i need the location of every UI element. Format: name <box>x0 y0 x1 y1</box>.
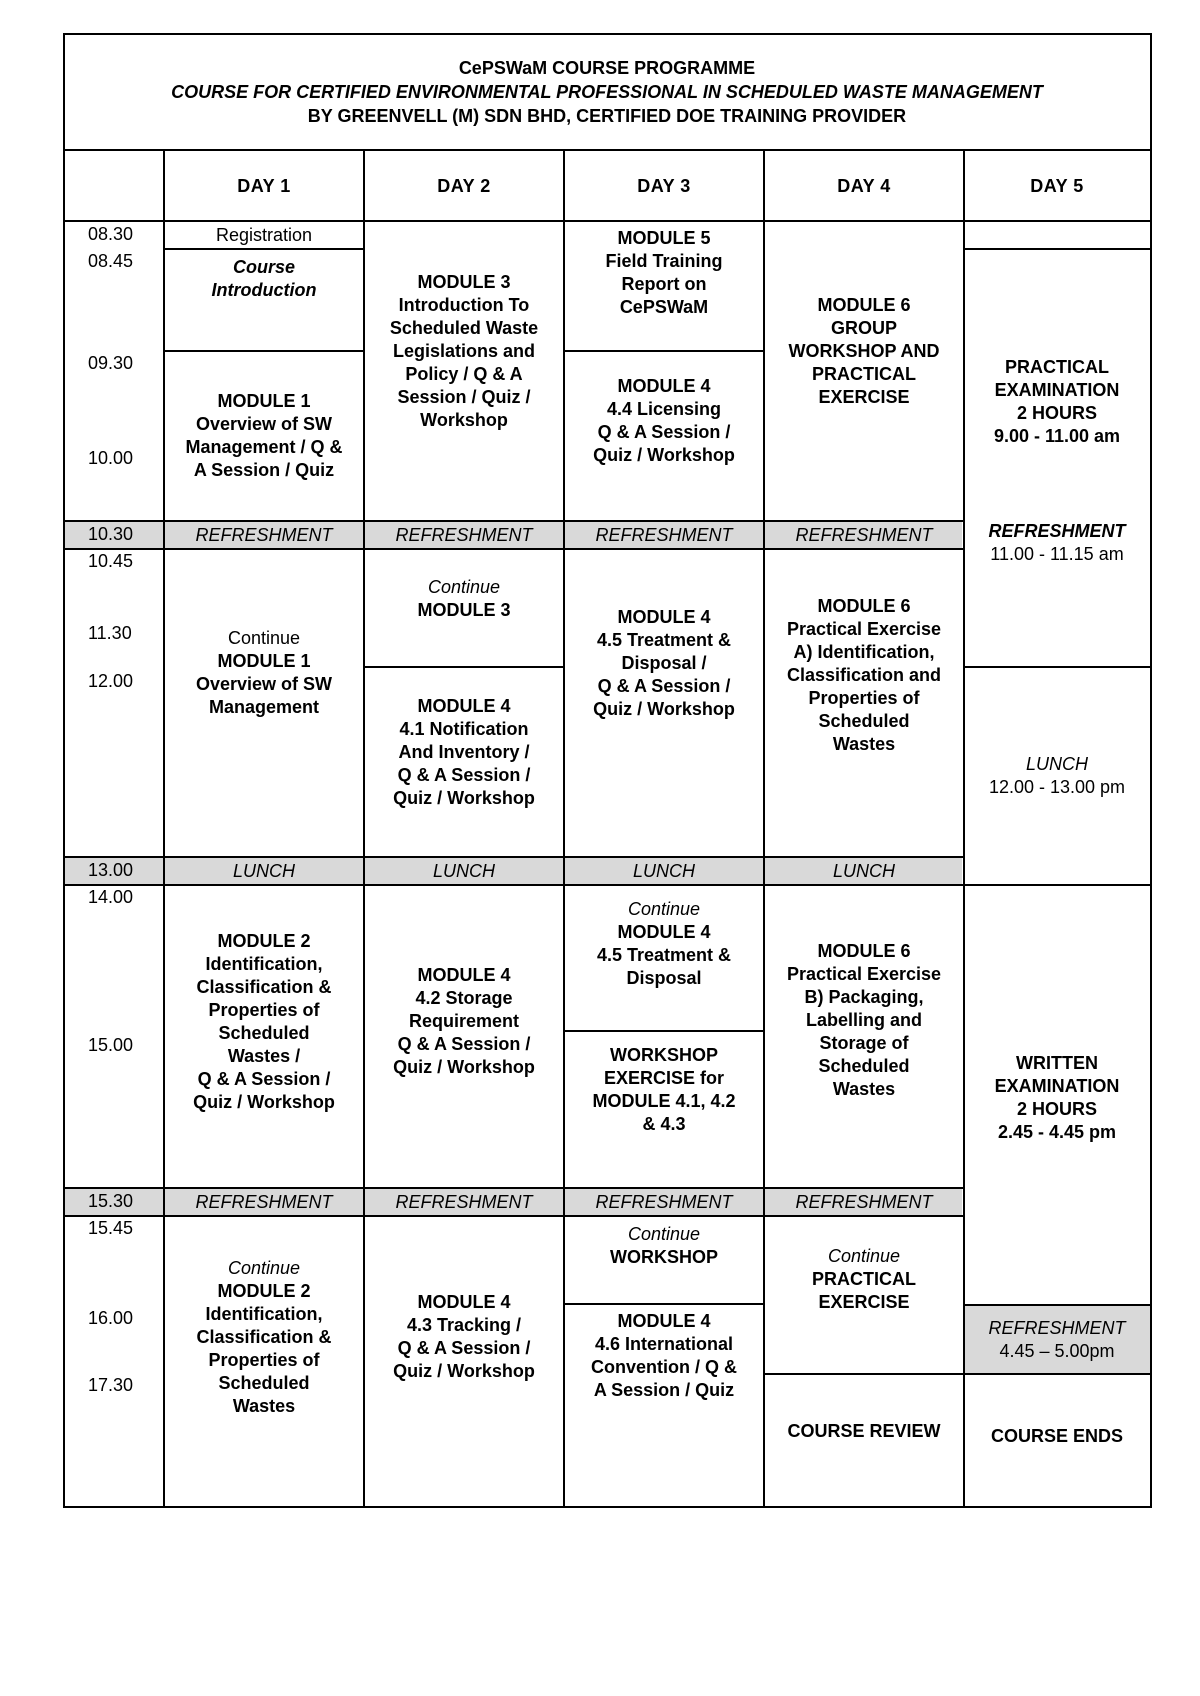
programme-subtitle: COURSE FOR CERTIFIED ENVIRONMENTAL PROFESSIONAL IN SCHEDULED WASTE MANAGEMENT <box>171 82 1043 102</box>
day2-module3: MODULE 3 Introduction To Scheduled Waste Legislations and Policy / Q & A Session / Quiz / Workshop <box>389 271 539 430</box>
time-label: 15.45 <box>88 1218 134 1238</box>
table-border-right <box>1150 33 1152 1508</box>
row-rule <box>63 884 1152 886</box>
time-label: 17.30 <box>88 1375 134 1395</box>
day5-lunch: LUNCH 12.00 - 13.00 pm <box>988 754 1126 797</box>
programme-title: CePSWaM COURSE PROGRAMME <box>458 58 756 78</box>
programme-header <box>64 34 1150 150</box>
refreshment-label: REFRESHMENT <box>795 1191 933 1212</box>
day4-module6-practical-a: MODULE 6 Practical Exercise A) Identification, Classification and Properties of Scheduled Wastes <box>786 596 942 754</box>
time-label: 16.00 <box>88 1308 134 1328</box>
time-label: 12.00 <box>88 671 134 691</box>
cell-rule <box>563 350 765 352</box>
day-header-2: DAY 2 <box>437 175 491 196</box>
lunch-label: LUNCH <box>832 860 895 881</box>
day1-module1: MODULE 1 Overview of SW Management / Q & A Session / Quiz <box>185 391 343 480</box>
day2-module4-2: MODULE 4 4.2 Storage Requirement Q & A Session / Quiz / Workshop <box>393 965 535 1077</box>
row-rule <box>63 856 963 858</box>
time-label: 13.00 <box>88 860 134 880</box>
day5-refreshment: REFRESHMENT 11.00 - 11.15 am <box>988 521 1126 564</box>
day4-course-review: COURSE REVIEW <box>787 1420 941 1441</box>
refreshment-label: REFRESHMENT <box>595 524 733 545</box>
col-sep <box>363 149 365 1508</box>
time-label: 09.30 <box>88 353 134 373</box>
day5-practical-examination: PRACTICAL EXAMINATION 2 HOURS 9.00 - 11.00 am <box>993 357 1121 446</box>
cell-rule <box>763 1373 965 1375</box>
time-label: 10.30 <box>88 524 134 544</box>
cell-rule <box>563 1303 765 1305</box>
table-border-top <box>63 33 1152 35</box>
day-header-5: DAY 5 <box>1030 175 1084 196</box>
day1-module2: MODULE 2 Identification, Classification & Properties of Scheduled Wastes / Q & A Session / Quiz / Workshop <box>193 930 335 1112</box>
cell-rule <box>963 666 1152 668</box>
refreshment-label: REFRESHMENT <box>595 1191 733 1212</box>
row-rule <box>63 1215 963 1217</box>
refreshment-label: REFRESHMENT <box>395 524 533 545</box>
day-header-4: DAY 4 <box>837 175 891 196</box>
day-header-3: DAY 3 <box>637 175 691 196</box>
programme-provider: BY GREENVELL (M) SDN BHD, CERTIFIED DOE TRAINING PROVIDER <box>307 106 907 126</box>
day5-course-ends: COURSE ENDS <box>990 1425 1124 1446</box>
day4-practical-continue: Continue PRACTICAL EXERCISE <box>812 1246 916 1312</box>
row-rule <box>63 1187 963 1189</box>
time-label: 15.00 <box>88 1035 134 1055</box>
day3-module4-5: MODULE 4 4.5 Treatment & Disposal / Q & A Session / Quiz / Workshop <box>593 606 735 719</box>
day-header-1: DAY 1 <box>237 175 291 196</box>
day2-module3-continue: Continue MODULE 3 <box>417 577 511 620</box>
day1-module2-continue: Continue MODULE 2 Identification, Classification & Properties of Scheduled Wastes <box>196 1257 332 1416</box>
day3-workshop-exercise: WORKSHOP EXERCISE for MODULE 4.1, 4.2 & 4.3 <box>592 1044 736 1134</box>
cell-rule <box>563 1030 765 1032</box>
day3-module5: MODULE 5 Field Training Report on CePSWaM <box>605 228 723 317</box>
cell-rule <box>963 1304 1152 1306</box>
time-label: 08.45 <box>88 251 134 271</box>
day4-module6-group: MODULE 6 GROUP WORKSHOP AND PRACTICAL EXERCISE <box>788 294 940 407</box>
time-label: 08.30 <box>88 224 134 244</box>
time-label: 11.30 <box>88 623 132 643</box>
cell-rule <box>963 1373 1152 1375</box>
day3-module4-4: MODULE 4 4.4 Licensing Q & A Session / Quiz / Workshop <box>593 376 735 465</box>
refreshment-label: REFRESHMENT <box>195 524 333 545</box>
table-border-left <box>63 33 65 1508</box>
day1-course-introduction: Course Introduction <box>211 257 317 300</box>
day5-written-examination: WRITTEN EXAMINATION 2 HOURS 2.45 - 4.45 pm <box>994 1053 1120 1142</box>
row-rule <box>63 520 963 522</box>
cell-rule <box>363 666 565 668</box>
time-label: 14.00 <box>88 887 134 907</box>
lunch-label: LUNCH <box>232 860 295 881</box>
lunch-label: LUNCH <box>432 860 495 881</box>
day5-refreshment-afternoon: REFRESHMENT 4.45 – 5.00pm <box>988 1317 1126 1361</box>
time-label: 15.30 <box>88 1191 134 1211</box>
row-rule <box>63 548 963 550</box>
header-rule <box>63 149 1152 151</box>
day4-module6-practical-b: MODULE 6 Practical Exercise B) Packaging, Labelling and Storage of Scheduled Wastes <box>786 941 942 1099</box>
row-rule <box>63 220 1152 222</box>
day2-module4-3: MODULE 4 4.3 Tracking / Q & A Session / Quiz / Workshop <box>393 1292 535 1381</box>
day1-registration: Registration <box>215 224 313 245</box>
refreshment-label: REFRESHMENT <box>395 1191 533 1212</box>
table-border-bottom <box>63 1506 1152 1508</box>
day3-workshop-continue: Continue WORKSHOP <box>610 1224 718 1267</box>
cell-rule <box>963 248 1152 250</box>
time-label: 10.00 <box>88 448 134 468</box>
time-label: 10.45 <box>88 551 134 571</box>
refreshment-label: REFRESHMENT <box>795 524 933 545</box>
col-sep <box>163 149 165 1508</box>
day3-module4-5-continue: Continue MODULE 4 4.5 Treatment & Disposal <box>596 899 732 988</box>
day3-module4-6: MODULE 4 4.6 International Convention / Q & A Session / Quiz <box>591 1311 737 1400</box>
cell-rule <box>163 350 365 352</box>
refreshment-label: REFRESHMENT <box>195 1191 333 1212</box>
lunch-label: LUNCH <box>632 860 695 881</box>
day1-module1-continue: Continue MODULE 1 Overview of SW Management <box>195 628 333 717</box>
cell-rule <box>163 248 365 250</box>
day2-module4-1: MODULE 4 4.1 Notification And Inventory / Q & A Session / Quiz / Workshop <box>393 695 535 808</box>
